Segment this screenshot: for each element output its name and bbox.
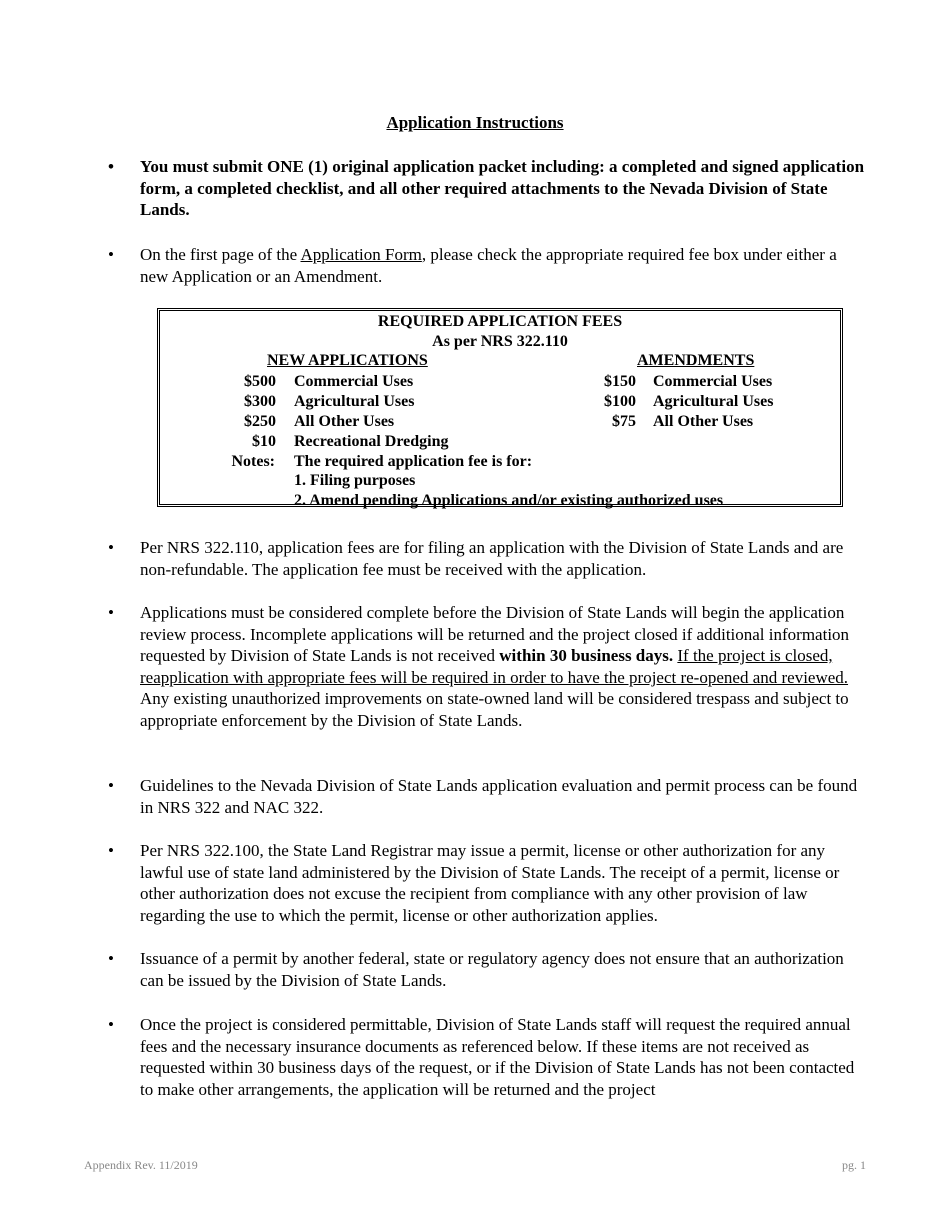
bullet-4-post: Any existing unauthorized improvements on state-owned land will be considered trespass and subject to appropriate enforcement by the Division of State Lands. (140, 689, 849, 730)
required-fees-table (157, 308, 843, 507)
fee-label: Commercial Uses (653, 373, 773, 390)
bullet-2-post: , please check the appropriate required fee box under either a new Application or an Amendment. (140, 245, 837, 286)
deadline-emphasis: within 30 business days. (499, 646, 674, 666)
bullet-icon: • (108, 538, 114, 557)
fees-title: REQUIRED APPLICATION FEES (377, 313, 623, 330)
bullet-4-pre: Applications must be considered complete before the Division of State Lands will begin the application review process. Incomplete applications will be returned and the project closed if additional information requested by Division of State Lands is not received (140, 603, 850, 666)
fee-label: Commercial Uses (294, 373, 414, 390)
bullet-5-text: Guidelines to the Nevada Division of State Lands application evaluation and permit process can be found in NRS 322 and NAC 322. (140, 776, 858, 817)
fee-label: Agricultural Uses (294, 393, 415, 410)
fees-subtitle: As per NRS 322.110 (432, 333, 568, 350)
fee-amount: $150 (604, 373, 636, 390)
note-text: 2. Amend pending Applications and/or existing authorized uses (294, 492, 724, 509)
fee-amount: $75 (612, 413, 636, 430)
bullet-2-text (140, 244, 868, 287)
instruction-bullet-7 (108, 948, 868, 991)
fee-label: All Other Uses (653, 413, 754, 430)
bullet-8-text: Once the project is considered permittable, Division of State Lands staff will request the required annual fees and the necessary insurance documents as referenced below. If these items are not received as requested within 30 business days of the request, or if the Division of State Lands has not been contacted to make other arrangements, the application will be returned and the project (140, 1015, 855, 1099)
instruction-bullet-2 (108, 244, 868, 287)
page-title: Application Instructions (386, 113, 564, 132)
fee-label: Agricultural Uses (653, 393, 774, 410)
instruction-bullet-3 (108, 537, 868, 580)
footer-revision: Appendix Rev. 11/2019 (84, 1158, 198, 1172)
bullet-icon: • (108, 603, 114, 622)
instruction-bullet-6 (108, 840, 868, 926)
bullet-icon: • (108, 1015, 114, 1034)
note-text: The required application fee is for: (294, 453, 533, 470)
bullet-icon: • (108, 949, 114, 968)
footer-page-number: pg. 1 (842, 1158, 866, 1172)
note-text: 1. Filing purposes (294, 472, 416, 489)
instruction-bullet-4 (108, 602, 868, 732)
amendments-header: AMENDMENTS (637, 352, 755, 369)
bullet-icon: • (108, 245, 114, 264)
notes-label: Notes: (231, 453, 275, 470)
fee-amount: $300 (244, 393, 276, 410)
fee-label: All Other Uses (294, 413, 395, 430)
fee-amount: $10 (252, 433, 276, 450)
bullet-4-text (140, 602, 868, 732)
fee-amount: $500 (244, 373, 276, 390)
application-form-link: Application Form (300, 245, 422, 264)
instruction-bullet-8 (108, 1014, 868, 1100)
bullet-6-text: Per NRS 322.100, the State Land Registrar may issue a permit, license or other authorization for any lawful use of state land administered by the Division of State Lands. The receipt of a permit, license or other authorization does not excuse the recipient from compliance with any other provision of law regarding the use to which the permit, license or other authorization applies. (140, 841, 840, 925)
bullet-icon: • (108, 776, 114, 795)
instruction-bullet-5 (108, 775, 868, 818)
fee-label: Recreational Dredging (294, 433, 449, 450)
fee-amount: $250 (244, 413, 276, 430)
bullet-icon: • (108, 157, 114, 176)
fee-amount: $100 (604, 393, 636, 410)
new-applications-header: NEW APPLICATIONS (267, 352, 428, 369)
bullet-7-text: Issuance of a permit by another federal, state or regulatory agency does not ensure that an authorization can be issued by the Division of State Lands. (140, 949, 844, 990)
bullet-2-pre: On the first page of the (140, 245, 301, 264)
instruction-bullet-1 (108, 156, 868, 221)
bullet-1-text: You must submit ONE (1) original application packet including: a completed and signed application form, a completed checklist, and all other required attachments to the Nevada Division of State Lands. (140, 157, 865, 220)
bullet-icon: • (108, 841, 114, 860)
bullet-3-text: Per NRS 322.110, application fees are for filing an application with the Division of State Lands and are non-refundable. The application fee must be received with the application. (140, 538, 844, 579)
reapplication-notice: If the project is closed, reapplication with appropriate fees will be required in order to have the project re-opened and reviewed. (140, 646, 849, 687)
